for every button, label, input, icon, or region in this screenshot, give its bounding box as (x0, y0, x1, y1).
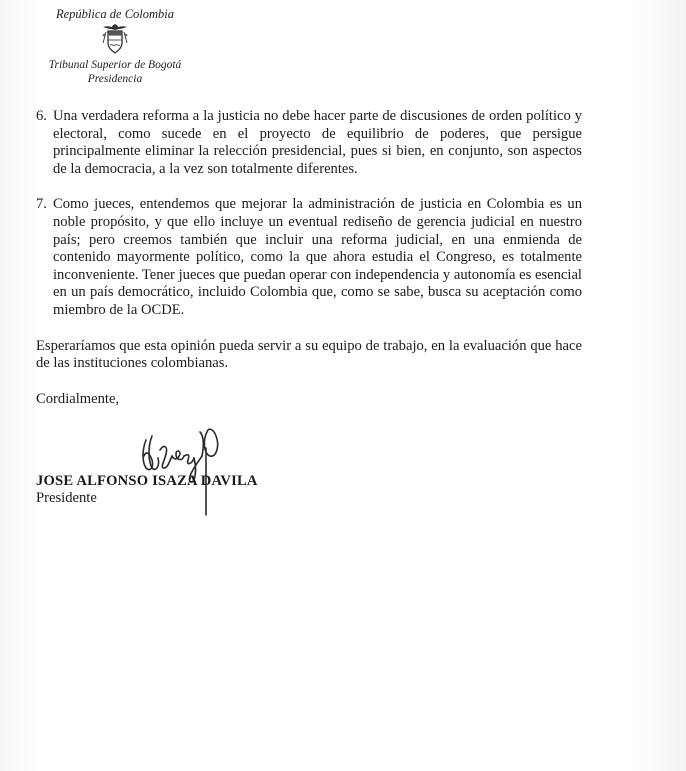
colombia-coat-of-arms-icon (100, 23, 130, 55)
letterhead (30, 6, 200, 86)
salutation: Cordialmente, (36, 390, 120, 407)
numbered-item (36, 196, 582, 319)
numbered-item (36, 108, 582, 178)
signer-name: JOSE ALFONSO ISAZA DAVILA (36, 473, 258, 489)
letterhead-office: Presidencia (87, 73, 143, 85)
letterhead-country: República de Colombia (55, 7, 175, 21)
item-number: 6. (36, 108, 47, 124)
item-number: 7. (36, 196, 47, 213)
item-text: Como jueces, entendemos que mejorar la administración de justicia en Colombia es un noble propósito, y que ello incluye un eventual rediseño de gerencia judicial en nuestro país; pero creemos también que incluir una reforma judicial, en una enmienda de contenido mayormente político, como la que ahora estudia el Congreso, es totalmente inconveniente. Tener jueces que puedan operar con independencia y autonomía es esencial en un país democrático, incluido Colombia que, como se sabe, busca su aceptación como miembro de la OCDE. (53, 196, 582, 318)
letter-body (36, 108, 582, 408)
handwritten-signature (130, 410, 250, 520)
letterhead-court: Tribunal Superior de Bogotá (48, 59, 182, 71)
closing-paragraph: Esperaríamos que esta opinión pueda servir a su equipo de trabajo, en la evaluación que hace de las instituciones colombianas. (36, 337, 582, 372)
item-text: Una verdadera reforma a la justicia no debe hacer parte de discusiones de orden político y electoral, como sucede en el proyecto de equilibrio de poderes, que persigue principalmente eliminar la relección presidencial, pues si bien, en conjunto, son aspectos de la democracia, a la vez son totalmente diferentes. (53, 108, 582, 177)
signer-title: Presidente (36, 490, 97, 506)
